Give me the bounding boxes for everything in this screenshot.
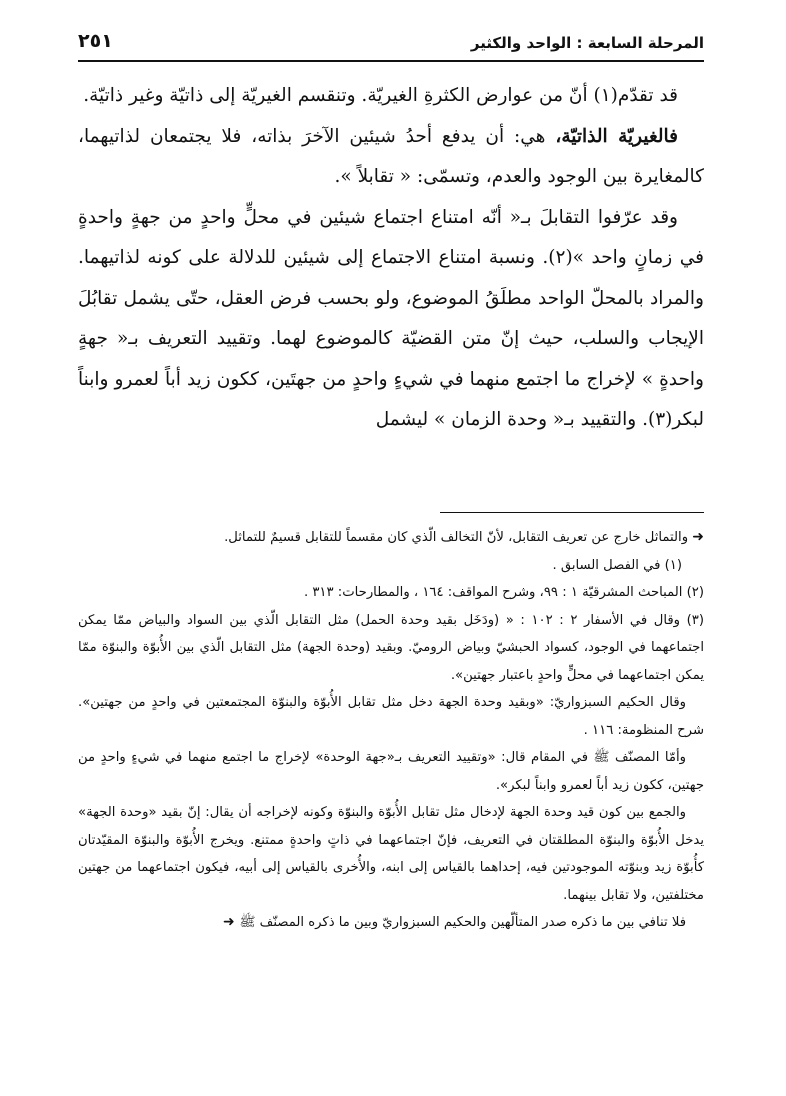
paragraph-2	[78, 117, 704, 198]
footnote-3-reconciliation: والجمع بين كون قيد وحدة الجهة لإدخال مثل تقابل الأُبوّة والبنوّة وكونه لإخراجه أن يقال: إنّ بقيد «وحدة الجهة» يدخل الأُبوّة والبنوّة المطلقتان في التعريف، فإنّ اجتماعهما في ذاتٍ واحدةٍ ممتنع. ويخرج الأُبوّة والبنوّة المقيّدتان كأُبوّة زيد وبنوّته الموجودتين فيه، إحداهما بالقياس إلى ابنه، والأُخرى بالقياس إلى أبيه، فيكون اجتماعهما من جهتين مختلفتين، ولا تقابل بينهما.	[78, 805, 704, 903]
running-title: المرحلة السابعة : الواحد والكثير	[470, 34, 704, 52]
continue-arrow-icon: ➜	[222, 914, 240, 930]
paragraph-1: قد تقدّم(١) أنّ من عوارض الكثرةِ الغيريّة. وتنقسم الغيريّة إلى ذاتيّة وغير ذاتيّة.	[83, 85, 678, 106]
continuation-arrow-icon: ➜	[692, 529, 704, 545]
page-header	[78, 30, 704, 62]
footnotes	[78, 524, 704, 937]
footnote-2: (٢) المباحث المشرقيّة ١ : ٩٩، وشرح المواقف: ١٦٤ ، والمطارحات: ٣١٣ .	[303, 585, 704, 600]
footnote-3: (٣) وقال في الأسفار ٢ : ١٠٢ : « (ودَخَل بقيد وحدة الحمل) مثل التقابل الّذي بين السواد والبياض ممّا يمكن اجتماعهما في الوجود، كسواد الحبشيّ وبياض الروميّ. وبقيد (وحدة الجهة) مثل التقابل الّذي بين الأُبوّة والبنوّة ممّا يمكن اجتماعهما في محلٍّ واحدٍ باعتبار جهتين».	[78, 612, 705, 683]
paragraph-2-text: هي: أن يدفع أحدُ شيئين الآخرَ بذاته، فلا يجتمعان لذاتيهما، كالمغايرة بين الوجود والعدم، وتسمّى: « تقابلاً ».	[78, 125, 704, 187]
footnote-3-author: وأمّا المصنّف ﷺ في المقام قال: «وتقييد التعريف بـ«جهة الوحدة» لإخراج ما اجتمع منهما في شيءٍ واحدٍ من جهتين، ككون زيد أباً لعمرو وابناً لبكر».	[78, 750, 704, 793]
footnote-1: (١) في الفصل السابق .	[552, 557, 682, 573]
paragraph-2-lead: فالغيريّة الذاتيّة،	[555, 125, 678, 147]
footnote-3-sabzawari: وقال الحكيم السبزواريّ: «وبقيد وحدة الجهة دخل مثل تقابل الأُبوّة والبنوّة المجتمعتين في واحدٍ من جهتين». شرح المنظومة: ١١٦ .	[78, 695, 704, 738]
main-text	[78, 76, 704, 441]
paragraph-3: وقد عرّفوا التقابلَ بـ« أنّه امتناع اجتماع شيئين في محلٍّ واحدٍ من جهةٍ واحدةٍ في زمانٍ واحد »(٢). ونسبة امتناع الاجتماع إلى شيئين للدلالة على كونه لذاتيهما. والمراد بالمحلّ الواحد مطلَقُ الموضوع، ولو بحسب فرض العقل، حتّى يشمل تقابُلَ الإيجاب والسلب، حيث إنّ متن القضيّة كالموضوع لهما. وتقييد التعريف بـ« جهةٍ واحدةٍ » لإخراج ما اجتمع منهما في شيءٍ واحدٍ من جهتَين، ككون زيد أباً لعمرو وابناً لبكر(٣). والتقييد بـ« وحدة الزمان » ليشمل	[78, 206, 704, 430]
page-number: ٢٥١	[78, 30, 113, 52]
footnote-3-conclusion-text: فلا تنافي بين ما ذكره صدر المتألّهين والحكيم السبزواريّ وبين ما ذكره المصنّف ﷺ	[239, 915, 686, 930]
footnote-continuation	[78, 524, 704, 552]
footnote-continuation-text: والتماثل خارج عن تعريف التقابل، لأنّ التخالف الّذي كان مقسماً للتقابل قسيمٌ للتماثل.	[224, 530, 693, 545]
footnote-separator	[440, 512, 704, 513]
footnote-3-conclusion	[78, 909, 704, 937]
